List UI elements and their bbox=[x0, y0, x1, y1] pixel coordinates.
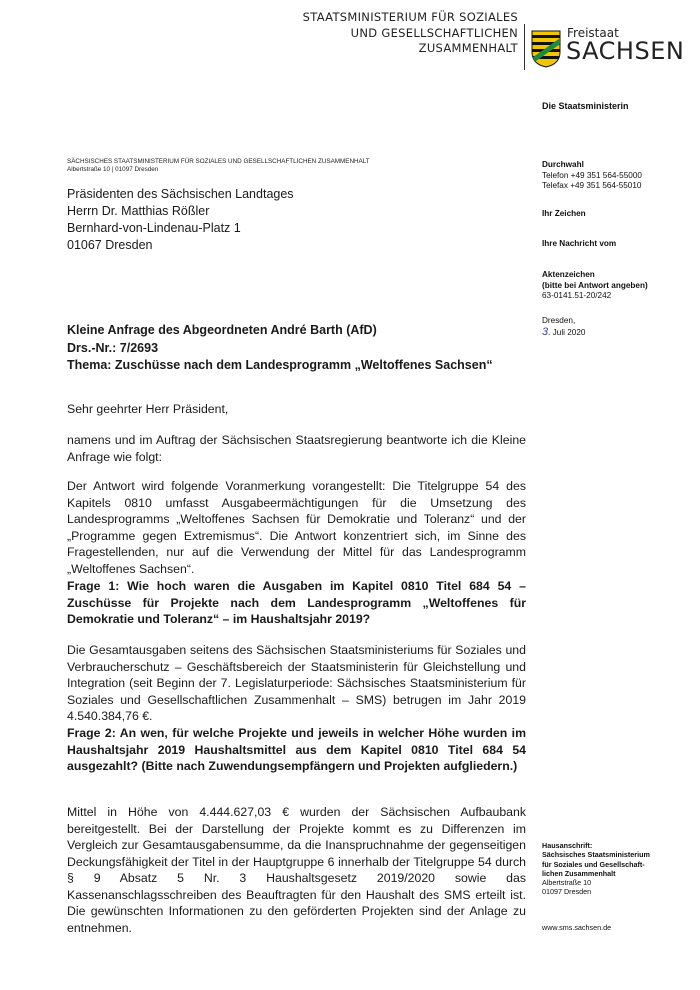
website-link[interactable]: www.sms.sachsen.de bbox=[542, 923, 612, 932]
letterhead-divider bbox=[524, 24, 525, 70]
intro-paragraph: namens und im Auftrag der Sächsischen Staatsregierung beantworte ich die Kleine Anfrage wie folgt: bbox=[67, 433, 526, 464]
date-day-handwritten: 3 bbox=[542, 325, 549, 338]
sachsen-wordmark: SACHSEN bbox=[566, 37, 685, 65]
ministry-name bbox=[303, 10, 518, 57]
date-city: Dresden, bbox=[542, 316, 576, 325]
sender-line bbox=[67, 158, 370, 174]
recipient-line-2: Herrn Dr. Matthias Rößler bbox=[67, 204, 210, 218]
address-line-1: Sächsisches Staatsministerium bbox=[542, 850, 650, 860]
sender-role: Die Staatsministerin bbox=[542, 101, 629, 111]
telefon-line: Telefon +49 351 564-55000 bbox=[542, 170, 642, 180]
salutation: Sehr geehrter Herr Präsident, bbox=[67, 402, 229, 416]
question-1: Frage 1: Wie hoch waren die Ausgaben im Kapitel 0810 Titel 684 54 – Zuschüsse für Projekte nach dem Landesprogramm „Weltoffenes für Demokratie und Toleranz“ – im Haushaltsjahr 2019? bbox=[67, 579, 526, 626]
date-rest: . Juli 2020 bbox=[548, 327, 586, 337]
address-line-2: für Soziales und Gesellschaft- bbox=[542, 859, 645, 869]
aktenzeichen-label: Aktenzeichen bbox=[542, 270, 595, 279]
answer-1: Die Gesamtausgaben seitens des Sächsischen Staatsministeriums für Soziales und Verbraucherschutz – Geschäftsbereich der Staatsministerin für Gleichstellung und Integration (seit Beginn der 7. Legislaturperiode: Sächsisches Staatsministerium für Soziales und Gesellschaftlichen Zusammenhalt – SMS) betrugen im Jahr 2019 4.540.384,76 €. bbox=[67, 643, 526, 723]
question-2: Frage 2: An wen, für welche Projekte und jeweils in welcher Höhe wurden im Haushaltsjahr 2019 Haushaltsmittel aus dem Kapitel 0810 Titel 684 54 ausgezahlt? (Bitte nach Zuwendungsempfängern und Projekten aufgliedern.) bbox=[67, 726, 526, 773]
ministry-line-3: ZUSAMMENHALT bbox=[418, 41, 518, 55]
recipient-line-1: Präsidenten des Sächsischen Landtages bbox=[67, 187, 294, 201]
recipient-line-3: Bernhard-von-Lindenau-Platz 1 bbox=[67, 221, 241, 235]
ministry-line-1: STAATSMINISTERIUM FÜR SOZIALES bbox=[302, 10, 518, 24]
aktenzeichen-hint: (bitte bei Antwort angeben) bbox=[542, 280, 648, 290]
telefax-line: Telefax +49 351 564-55010 bbox=[542, 181, 642, 190]
address-line-3: lichen Zusammenhalt bbox=[542, 868, 616, 878]
subject-line-2: Drs.-Nr.: 7/2693 bbox=[67, 340, 159, 355]
preface-paragraph: Der Antwort wird folgende Voranmerkung vorangestellt: Die Titelgruppe 54 des Kapitels 0810 umfasst Ausgabeermächtigungen für die Umsetzung des Landesprogramms „Weltoffenes Sachsen für Demokratie und Toleranz“ und der „Programme gegen Extremismus“. Die Antwort konzentriert sich, im Sinne des Fragestellenden, nur auf die Verwendung der Mittel für das Landesprogramm „Weltoffenes Sachsen“. bbox=[67, 479, 526, 576]
subject-line-1: Kleine Anfrage des Abgeordneten André Barth (AfD) bbox=[67, 323, 377, 337]
aktenzeichen-block bbox=[542, 270, 648, 302]
sender-line-address: Albertstraße 10 | 01097 Dresden bbox=[67, 166, 159, 173]
ministry-line-2: UND GESELLSCHAFTLICHEN bbox=[350, 25, 518, 40]
saxony-coat-of-arms-icon bbox=[531, 30, 561, 68]
recipient-address bbox=[67, 186, 294, 254]
date-block bbox=[542, 316, 585, 338]
answer-2: Mittel in Höhe von 4.444.627,03 € wurden der Sächsischen Aufbaubank bereitgestellt. Bei der Darstellung der Projekte kommt es zu Differenzen im Vergleich zur Gesamtausgabensumme, da die Inanspruchnahme der gegenseitigen Deckungsfähigkeit der Titel in der Hauptgruppe 6 innerhalb der Titelgruppe 54 durch § 9 Absatz 5 Nr. 3 Haushaltsgesetz 2019/2020 sowie das Kassenanschlagsschreiben des Beauftragten für den Haushalt des SMS erteilt ist. Die gewünschten Informationen zu den geförderten Projekten sind der Anlage zu entnehmen. bbox=[67, 805, 526, 935]
subject-line-3: Thema: Zuschüsse nach dem Landesprogramm „Weltoffenes Sachsen“ bbox=[67, 358, 493, 372]
contact-block bbox=[542, 160, 642, 192]
subject-block bbox=[67, 322, 493, 375]
address-line-4: Albertstraße 10 bbox=[542, 878, 592, 888]
address-label: Hausanschrift: bbox=[542, 841, 593, 850]
address-line-5: 01097 Dresden bbox=[542, 887, 592, 897]
recipient-line-4: 01067 Dresden bbox=[67, 238, 153, 252]
freistaat-label: Freistaat bbox=[567, 26, 619, 40]
ihre-nachricht-label: Ihre Nachricht vom bbox=[542, 239, 617, 248]
address-block bbox=[542, 841, 650, 897]
durchwahl-label: Durchwahl bbox=[542, 160, 584, 169]
sender-line-top: SÄCHSISCHES STAATSMINISTERIUM FÜR SOZIALES UND GESELLSCHAFTLICHEN ZUSAMMENHALT bbox=[67, 158, 370, 165]
ihr-zeichen-label: Ihr Zeichen bbox=[542, 209, 586, 218]
aktenzeichen-value: 63-0141.51-20/242 bbox=[542, 291, 612, 300]
